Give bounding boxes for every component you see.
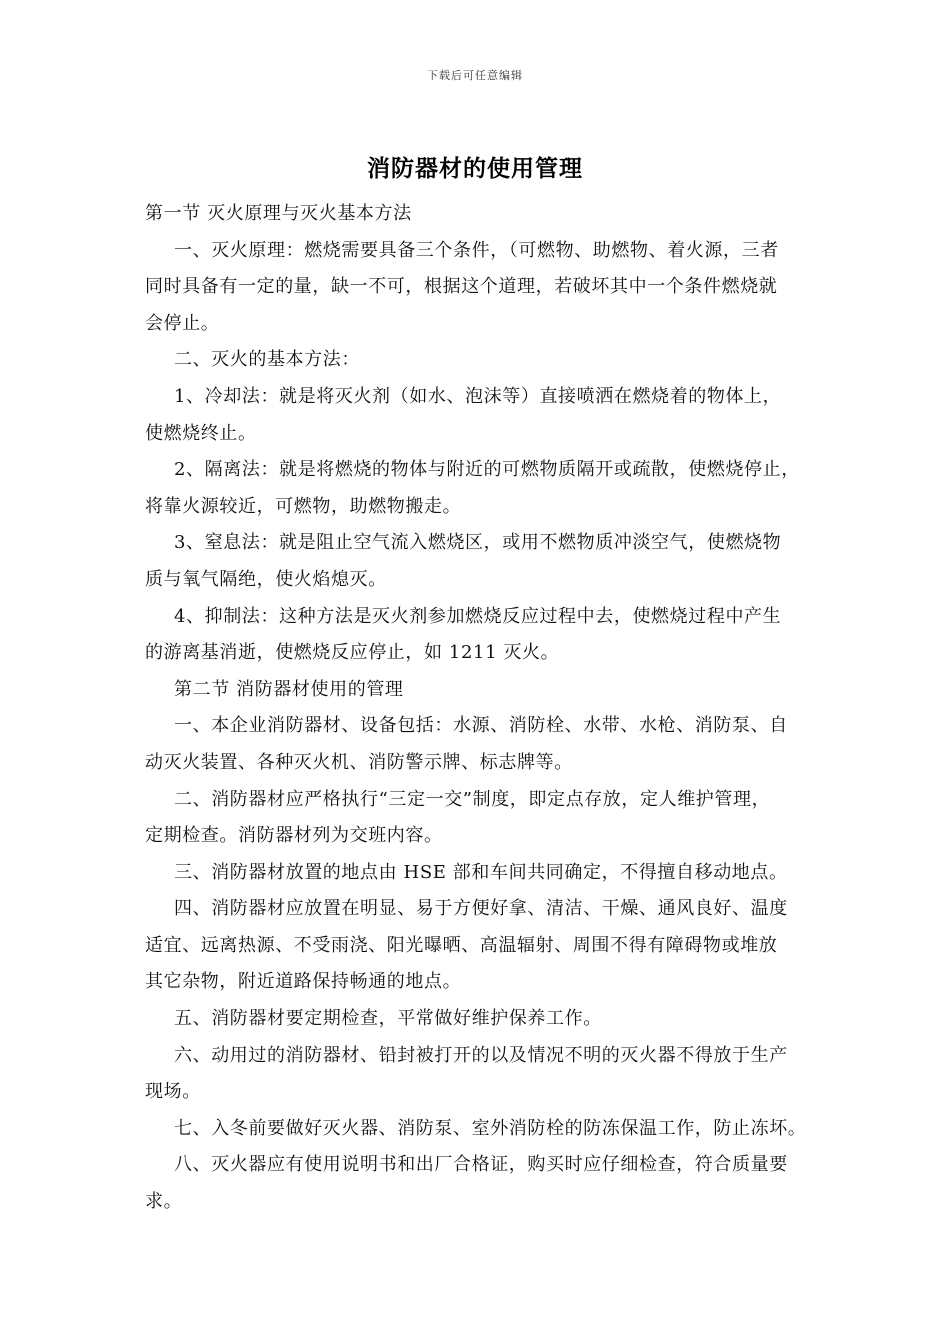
body-line: 的游离基消逝，使燃烧反应停止，如 1211 灭火。 [145,642,560,664]
body-line: 一、本企业消防器材、设备包括：水源、消防栓、水带、水枪、消防泵、自 [174,715,788,737]
body-line: 二、灭火的基本方法： [174,349,360,371]
body-line: 现场。 [145,1081,201,1103]
body-line: 二、消防器材应严格执行“三定一交”制度，即定点存放，定人维护管理， [174,788,771,810]
body-line: 定期检查。消防器材列为交班内容。 [145,825,443,847]
body-line: 三、消防器材放置的地点由 HSE 部和车间共同确定，不得擅自移动地点。 [174,861,788,883]
body-line: 四、消防器材应放置在明显、易于方便好拿、清洁、干燥、通风良好、温度 [174,898,788,920]
body-line: 会停止。 [145,312,220,334]
body-line: 将靠火源较近，可燃物，助燃物搬走。 [145,495,462,517]
document-title: 消防器材的使用管理 [367,155,583,182]
body-line: 第二节 消防器材使用的管理 [174,678,404,700]
document-body [145,196,820,1221]
body-line: 使燃烧终止。 [145,422,257,444]
body-line: 其它杂物，附近道路保持畅通的地点。 [145,971,462,993]
header-note: 下载后可任意编辑 [427,69,523,82]
body-line: 八、灭火器应有使用说明书和出厂合格证，购买时应仔细检查，符合质量要 [174,1154,788,1176]
body-line: 一、灭火原理：燃烧需要具备三个条件，（可燃物、助燃物、着火源，三者 [174,239,779,261]
body-line: 七、入冬前要做好灭火器、消防泵、室外消防栓的防冻保温工作，防止冻坏。 [174,1117,807,1139]
body-line: 同时具备有一定的量，缺一不可，根据这个道理，若破坏其中一个条件燃烧就 [145,276,778,298]
body-line: 质与氧气隔绝，使火焰熄灭。 [145,568,387,590]
body-line: 六、动用过的消防器材、铅封被打开的以及情况不明的灭火器不得放于生产 [174,1044,788,1066]
body-line: 适宜、远离热源、不受雨浇、阳光曝晒、高温辐射、周围不得有障碍物或堆放 [145,934,778,956]
body-line: 求。 [145,1191,183,1213]
body-line: 1、冷却法：就是将灭火剂（如水、泡沫等）直接喷洒在燃烧着的物体上， [174,385,782,407]
body-line: 3、窒息法：就是阻止空气流入燃烧区，或用不燃物质冲淡空气，使燃烧物 [174,532,782,554]
body-line: 2、隔离法：就是将燃烧的物体与附近的可燃物质隔开或疏散，使燃烧停止， [174,459,800,481]
body-line: 4、抑制法：这种方法是灭火剂参加燃烧反应过程中去，使燃烧过程中产生 [174,605,782,627]
body-line: 五、消防器材要定期检查，平常做好维护保养工作。 [174,1008,602,1030]
body-line: 第一节 灭火原理与灭火基本方法 [145,203,412,224]
body-line: 动灭火装置、各种灭火机、消防警示牌、标志牌等。 [145,751,573,773]
